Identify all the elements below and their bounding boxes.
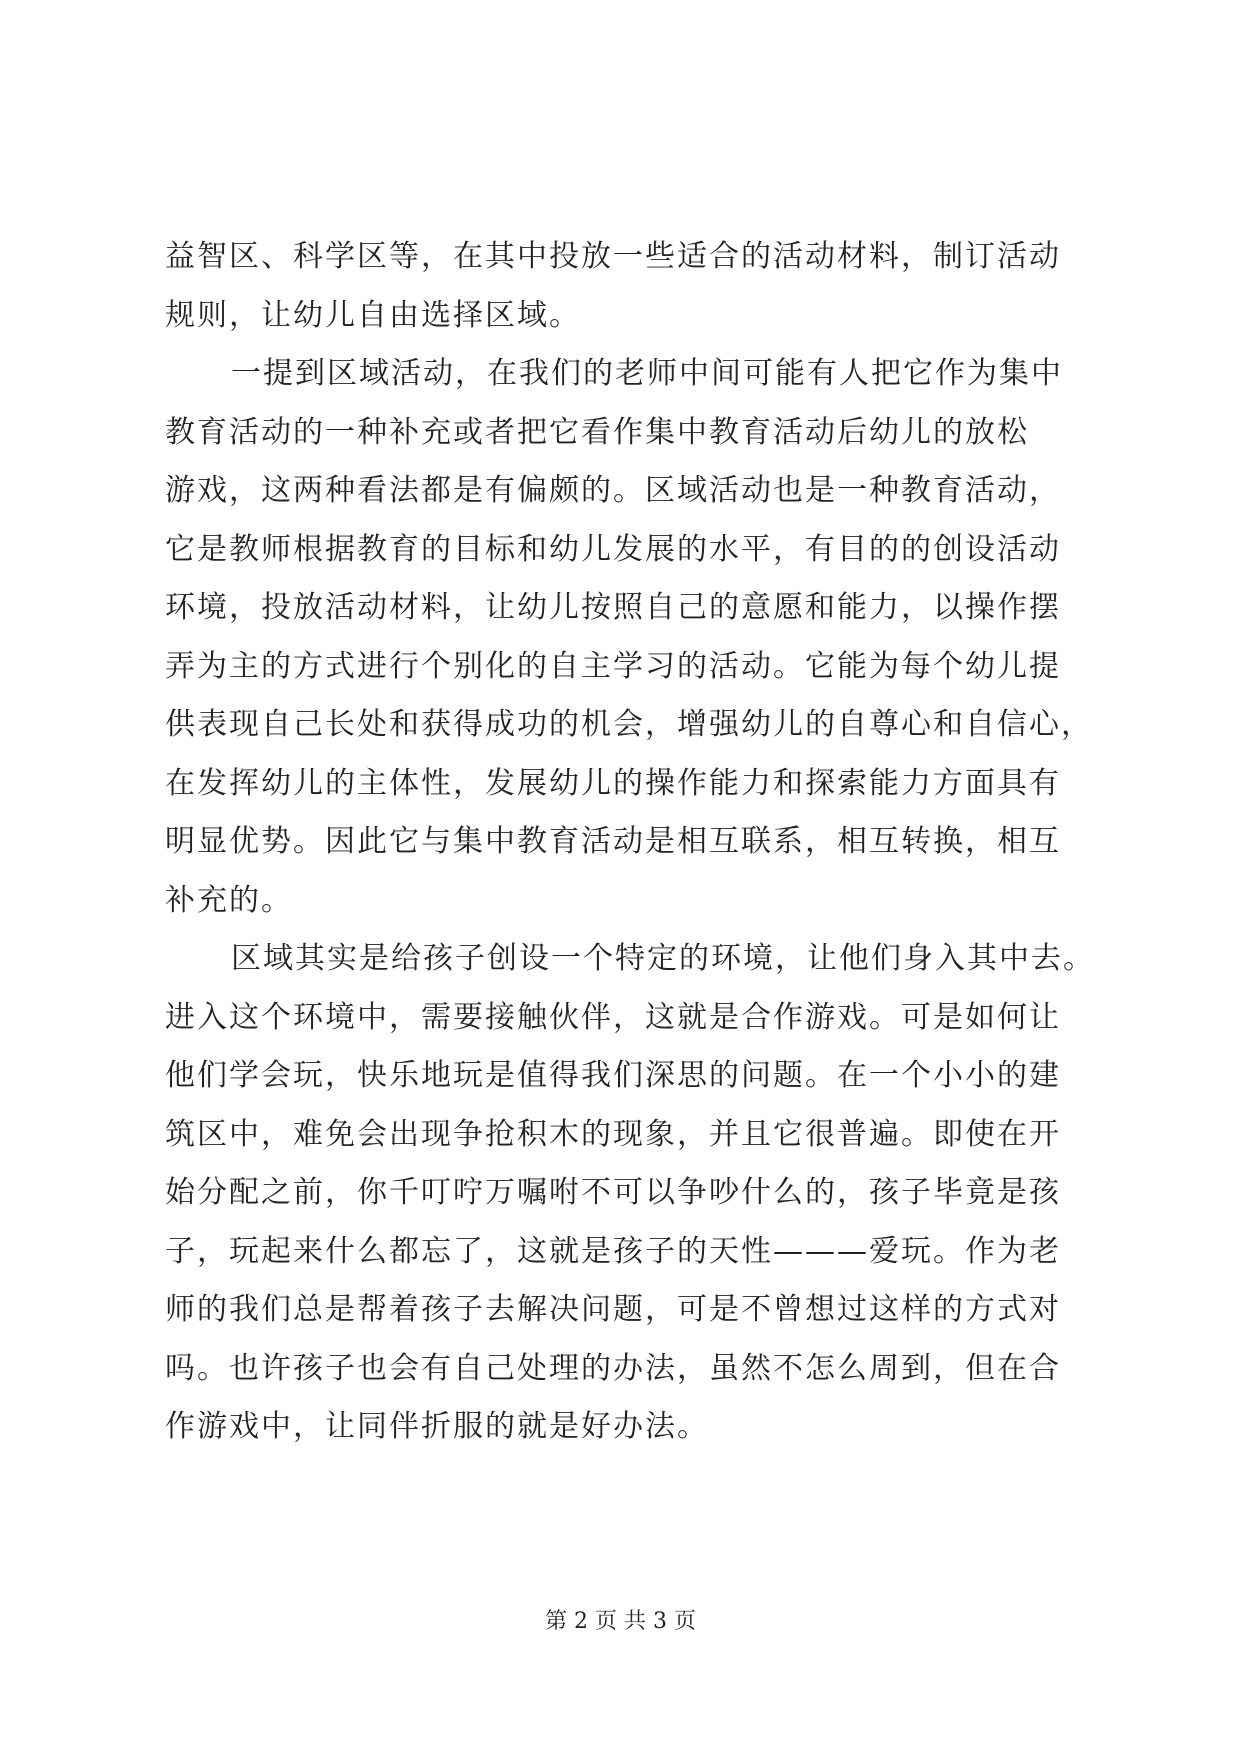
text-line: 益智区、科学区等，在其中投放一些适合的活动材料，制订活动 [165,239,1061,274]
text-line: 他们学会玩，快乐地玩是值得我们深思的问题。在一个小小的建 [165,1058,1061,1093]
page-footer [0,1604,1241,1635]
text-line: 弄为主的方式进行个别化的自主学习的活动。它能为每个幼儿提 [165,648,1061,684]
paragraph-start-line: 一提到区域活动，在我们的老师中间可能有人把它作为集中 [231,356,1063,391]
paragraph-start-line: 区域其实是给孩子创设一个特定的环境，让他们身入其中去。 [231,941,1095,976]
text-line: 在发挥幼儿的主体性，发展幼儿的操作能力和探索能力方面具有 [165,765,1061,801]
text-line: 作游戏中，让同伴折服的就是好办法。 [165,1409,709,1444]
document-body [165,228,1095,1457]
text-line: 环境，投放活动材料，让幼儿按照自己的意愿和能力，以操作摆 [165,590,1061,625]
text-line: 始分配之前，你千叮咛万嘱咐不可以争吵什么的，孩子毕竟是孩 [165,1175,1061,1210]
text-line: 它是教师根据教育的目标和幼儿发展的水平，有目的的创设活动 [165,531,1061,567]
text-line: 供表现自己长处和获得成功的机会，增强幼儿的自尊心和自信心， [165,707,1093,742]
text-line: 规则，让幼儿自由选择区域。 [165,297,581,333]
text-line: 明显优势。因此它与集中教育活动是相互联系，相互转换，相互 [165,824,1061,859]
text-line: 子，玩起来什么都忘了，这就是孩子的天性———爱玩。作为老 [165,1233,1061,1269]
text-line: 吗。也许孩子也会有自己处理的办法，虽然不怎么周到，但在合 [165,1350,1061,1386]
text-line: 进入这个环境中，需要接触伙伴，这就是合作游戏。可是如何让 [165,999,1061,1035]
text-line: 筑区中，难免会出现争抢积木的现象，并且它很普遍。即使在开 [165,1116,1061,1152]
text-line: 教育活动的一种补充或者把它看作集中教育活动后幼儿的放松 [165,414,1029,450]
text-line: 师的我们总是帮着孩子去解决问题，可是不曾想过这样的方式对 [165,1292,1061,1327]
page-number: 第 2 页 共 3 页 [545,1609,696,1634]
text-line: 补充的。 [165,882,293,918]
text-line: 游戏，这两种看法都是有偏颇的。区域活动也是一种教育活动， [165,473,1061,508]
